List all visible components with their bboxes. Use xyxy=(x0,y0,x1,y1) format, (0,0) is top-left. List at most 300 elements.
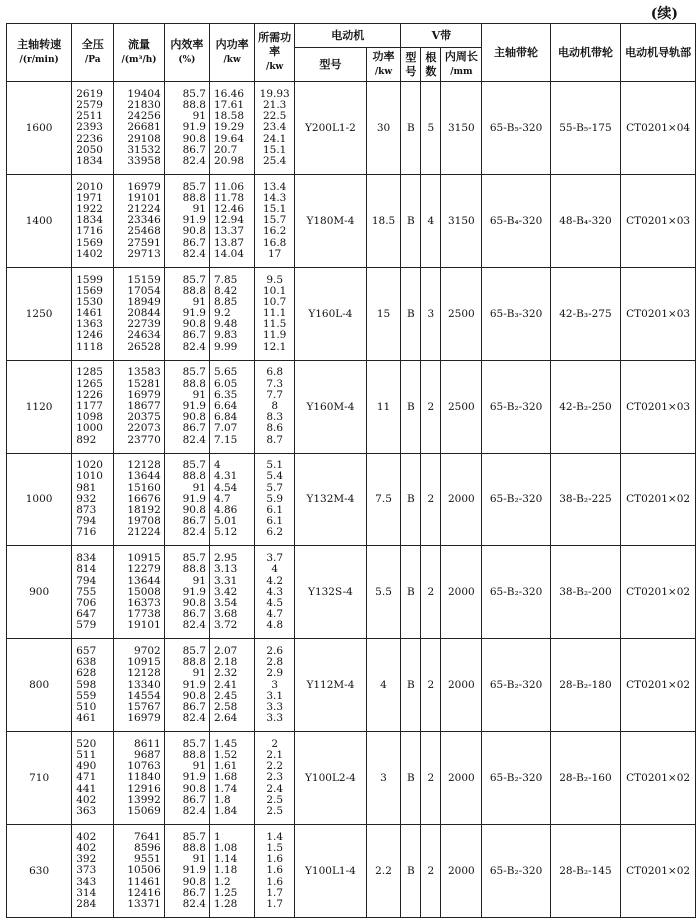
required-power-cell-value: 1.4 xyxy=(266,830,284,843)
internal-power-cell xyxy=(209,825,254,918)
internal-power-cell xyxy=(209,174,254,267)
internal-power-cell-value: 1.74 xyxy=(213,782,238,795)
required-power-cell-value: 11.9 xyxy=(262,329,287,342)
efficiency-cell-value: 91 xyxy=(192,667,206,680)
required-power-cell-value: 17 xyxy=(267,247,282,260)
pressure-cell-value: 461 xyxy=(76,712,97,725)
motor-rail-cell: CT0201×03 xyxy=(621,267,696,360)
header-motor-rail: 电动机导轨部 xyxy=(621,24,696,82)
required-power-cell-value: 1.7 xyxy=(266,897,284,910)
pressure-cell-value: 1010 xyxy=(76,470,103,483)
internal-power-cell-value: 2.58 xyxy=(213,700,238,713)
efficiency-cell-value: 85.7 xyxy=(182,552,206,565)
internal-power-cell-value: 6.05 xyxy=(213,377,238,390)
spindle-pulley-cell: 65-B₂-320 xyxy=(482,732,550,825)
speed-group-row xyxy=(7,267,696,360)
efficiency-cell-value: 88.8 xyxy=(182,284,206,297)
internal-power-cell-value: 2.64 xyxy=(213,712,238,725)
efficiency-cell xyxy=(164,639,209,732)
pressure-cell-value: 1922 xyxy=(76,203,103,216)
internal-power-cell xyxy=(209,453,254,546)
efficiency-cell-value: 90.8 xyxy=(182,875,206,888)
flow-cell-value: 15281 xyxy=(127,377,161,390)
flow-cell-value: 23346 xyxy=(127,214,161,227)
pressure-cell-value: 284 xyxy=(76,897,97,910)
efficiency-cell-value: 90.8 xyxy=(182,689,206,702)
efficiency-cell-value: 82.4 xyxy=(182,154,206,167)
motor-pulley-cell: 28-B₂-145 xyxy=(550,825,620,918)
header-required-power: 所需功率 /kw xyxy=(255,24,295,82)
motor-pulley-cell: 38-B₂-200 xyxy=(550,546,620,639)
vbelt-type-cell: B xyxy=(401,825,421,918)
internal-power-cell xyxy=(209,639,254,732)
internal-power-cell-value: 5.65 xyxy=(213,366,238,379)
speed-cell: 630 xyxy=(7,825,72,918)
efficiency-cell xyxy=(164,174,209,267)
pressure-cell-value: 647 xyxy=(76,608,97,621)
pressure-cell-value: 1177 xyxy=(76,399,103,412)
required-power-cell-value: 8.3 xyxy=(266,411,284,424)
flow-cell-value: 13992 xyxy=(127,793,161,806)
speed-group-row xyxy=(7,360,696,453)
pressure-cell-value: 657 xyxy=(76,645,97,658)
flow-cell-value: 21224 xyxy=(127,526,161,539)
flow-cell xyxy=(114,453,164,546)
flow-cell-value: 9702 xyxy=(134,645,161,658)
pressure-cell-value: 1020 xyxy=(76,459,103,472)
required-power-cell-value: 2.9 xyxy=(266,667,284,680)
spindle-pulley-cell: 65-B₂-320 xyxy=(482,453,550,546)
required-power-cell-value: 2.1 xyxy=(266,749,284,762)
pressure-cell-value: 873 xyxy=(76,504,97,517)
flow-cell xyxy=(114,82,164,175)
required-power-cell xyxy=(255,174,295,267)
vbelt-count-cell: 2 xyxy=(421,639,441,732)
flow-cell-value: 26528 xyxy=(127,340,161,353)
flow-cell-value: 19404 xyxy=(127,87,161,100)
header-internal-power: 内功率 /kw xyxy=(209,24,254,82)
flow-cell-value: 16676 xyxy=(127,492,161,505)
vbelt-count-cell: 2 xyxy=(421,732,441,825)
flow-cell-value: 17054 xyxy=(127,284,161,297)
pressure-cell-value: 559 xyxy=(76,689,97,702)
motor-power-cell: 3 xyxy=(366,732,401,825)
flow-cell-value: 7641 xyxy=(134,830,161,843)
pressure-cell-value: 598 xyxy=(76,678,97,691)
header-pressure: 全压 /Pa xyxy=(72,24,114,82)
efficiency-cell-value: 85.7 xyxy=(182,180,206,193)
vbelt-count-cell: 2 xyxy=(421,825,441,918)
efficiency-cell-value: 85.7 xyxy=(182,273,206,286)
efficiency-cell-value: 86.7 xyxy=(182,515,206,528)
motor-rail-cell: CT0201×03 xyxy=(621,174,696,267)
efficiency-cell-value: 86.7 xyxy=(182,422,206,435)
required-power-cell-value: 14.3 xyxy=(262,191,287,204)
internal-power-cell-value: 8.85 xyxy=(213,295,238,308)
internal-power-cell xyxy=(209,546,254,639)
flow-cell-value: 14554 xyxy=(127,689,161,702)
pressure-cell xyxy=(72,825,114,918)
pressure-cell xyxy=(72,546,114,639)
pressure-cell-value: 1265 xyxy=(76,377,103,390)
vbelt-length-cell: 2000 xyxy=(441,546,482,639)
header-speed: 主轴转速 /(r/min) xyxy=(7,24,72,82)
efficiency-cell-value: 91.9 xyxy=(182,585,206,598)
required-power-cell-value: 4.5 xyxy=(266,596,284,609)
motor-power-cell: 30 xyxy=(366,82,401,175)
required-power-cell-value: 5.4 xyxy=(266,470,284,483)
speed-group-row xyxy=(7,732,696,825)
flow-cell-value: 17738 xyxy=(127,608,161,621)
spindle-pulley-cell: 65-B₃-320 xyxy=(482,267,550,360)
pressure-cell-value: 520 xyxy=(76,737,97,750)
vbelt-type-cell: B xyxy=(401,732,421,825)
flow-cell-value: 10915 xyxy=(127,552,161,565)
motor-rail-cell: CT0201×04 xyxy=(621,82,696,175)
motor-pulley-cell: 28-B₂-180 xyxy=(550,639,620,732)
pressure-cell-value: 1461 xyxy=(76,307,103,320)
required-power-cell-value: 7.7 xyxy=(266,388,284,401)
required-power-cell xyxy=(255,267,295,360)
flow-cell-value: 15069 xyxy=(127,805,161,818)
efficiency-cell-value: 82.4 xyxy=(182,247,206,260)
efficiency-cell-value: 91 xyxy=(192,481,206,494)
required-power-cell-value: 3.7 xyxy=(266,552,284,565)
vbelt-type-cell: B xyxy=(401,546,421,639)
vbelt-count-cell: 3 xyxy=(421,267,441,360)
motor-pulley-cell: 48-B₄-320 xyxy=(550,174,620,267)
internal-power-cell-value: 2.07 xyxy=(213,645,238,658)
efficiency-cell-value: 91 xyxy=(192,574,206,587)
efficiency-cell-value: 90.8 xyxy=(182,225,206,238)
flow-cell-value: 13340 xyxy=(127,678,161,691)
motor-model-cell: Y200L1-2 xyxy=(295,82,367,175)
required-power-cell-value: 2.6 xyxy=(266,645,284,658)
vbelt-type-cell: B xyxy=(401,639,421,732)
pressure-cell-value: 579 xyxy=(76,619,97,632)
pressure-cell-value: 314 xyxy=(76,886,97,899)
pressure-cell-value: 490 xyxy=(76,760,97,773)
efficiency-cell-value: 85.7 xyxy=(182,366,206,379)
efficiency-cell-value: 88.8 xyxy=(182,377,206,390)
required-power-cell-value: 1.6 xyxy=(266,864,284,877)
vbelt-count-cell: 2 xyxy=(421,453,441,546)
motor-rail-cell: CT0201×03 xyxy=(621,360,696,453)
pressure-cell-value: 1226 xyxy=(76,388,103,401)
efficiency-cell-value: 88.8 xyxy=(182,191,206,204)
flow-cell-value: 33958 xyxy=(127,154,161,167)
internal-power-cell-value: 1.14 xyxy=(213,853,238,866)
required-power-cell xyxy=(255,453,295,546)
internal-power-cell-value: 5.01 xyxy=(213,515,238,528)
internal-power-cell-value: 1.61 xyxy=(213,760,238,773)
internal-power-cell-value: 1.68 xyxy=(213,771,238,784)
vbelt-type-cell: B xyxy=(401,174,421,267)
motor-power-cell: 2.2 xyxy=(366,825,401,918)
internal-power-cell-value: 6.35 xyxy=(213,388,238,401)
internal-power-cell-value: 9.48 xyxy=(213,318,238,331)
efficiency-cell xyxy=(164,546,209,639)
flow-cell-value: 29713 xyxy=(127,247,161,260)
motor-pulley-cell: 28-B₂-160 xyxy=(550,732,620,825)
table-header xyxy=(7,24,696,82)
pressure-cell xyxy=(72,360,114,453)
pressure-cell-value: 2050 xyxy=(76,143,103,156)
efficiency-cell-value: 88.8 xyxy=(182,470,206,483)
internal-power-cell xyxy=(209,267,254,360)
efficiency-cell-value: 91.9 xyxy=(182,492,206,505)
motor-power-cell: 18.5 xyxy=(366,174,401,267)
required-power-cell-value: 1.6 xyxy=(266,875,284,888)
pressure-cell-value: 981 xyxy=(76,481,97,494)
motor-power-cell: 15 xyxy=(366,267,401,360)
required-power-cell-value: 8.6 xyxy=(266,422,284,435)
motor-model-cell: Y132S-4 xyxy=(295,546,367,639)
internal-power-cell-value: 18.58 xyxy=(213,110,245,123)
internal-power-cell-value: 9.99 xyxy=(213,340,238,353)
header-flow: 流量 /(m³/h) xyxy=(114,24,164,82)
vbelt-count-cell: 2 xyxy=(421,360,441,453)
header-motor-model: 型号 xyxy=(295,48,367,82)
efficiency-cell-value: 91 xyxy=(192,760,206,773)
flow-cell-value: 19101 xyxy=(127,191,161,204)
pressure-cell-value: 814 xyxy=(76,563,97,576)
pressure-cell xyxy=(72,453,114,546)
required-power-cell-value: 2.5 xyxy=(266,793,284,806)
efficiency-cell-value: 91.9 xyxy=(182,678,206,691)
required-power-cell-value: 2.4 xyxy=(266,782,284,795)
pressure-cell xyxy=(72,732,114,825)
vbelt-type-cell: B xyxy=(401,360,421,453)
internal-power-cell-value: 14.04 xyxy=(213,247,245,260)
pressure-cell-value: 441 xyxy=(76,782,97,795)
internal-power-cell xyxy=(209,82,254,175)
flow-cell-value: 16373 xyxy=(127,596,161,609)
pressure-cell-value: 1569 xyxy=(76,236,103,249)
required-power-cell-value: 21.3 xyxy=(262,98,287,111)
efficiency-cell-value: 91 xyxy=(192,110,206,123)
internal-power-cell-value: 4.86 xyxy=(213,504,238,517)
required-power-cell-value: 7.3 xyxy=(266,377,284,390)
flow-cell-value: 23770 xyxy=(127,433,161,446)
internal-power-cell-value: 7.15 xyxy=(213,433,238,446)
efficiency-cell-value: 88.8 xyxy=(182,656,206,669)
efficiency-cell-value: 90.8 xyxy=(182,504,206,517)
efficiency-cell xyxy=(164,360,209,453)
required-power-cell-value: 4.2 xyxy=(266,574,284,587)
motor-model-cell: Y160L-4 xyxy=(295,267,367,360)
pressure-cell-value: 638 xyxy=(76,656,97,669)
efficiency-cell-value: 91 xyxy=(192,295,206,308)
pressure-cell-value: 2393 xyxy=(76,121,103,134)
required-power-cell-value: 11.5 xyxy=(262,318,287,331)
flow-cell-value: 16979 xyxy=(127,388,161,401)
internal-power-cell-value: 4.54 xyxy=(213,481,238,494)
efficiency-cell-value: 91.9 xyxy=(182,399,206,412)
internal-power-cell-value: 2.32 xyxy=(213,667,238,680)
internal-power-cell-value: 1.08 xyxy=(213,842,238,855)
efficiency-cell xyxy=(164,267,209,360)
required-power-cell-value: 6.2 xyxy=(266,526,284,539)
flow-cell-value: 9551 xyxy=(134,853,161,866)
flow-cell-value: 21830 xyxy=(127,98,161,111)
motor-rail-cell: CT0201×02 xyxy=(621,639,696,732)
pressure-cell-value: 1834 xyxy=(76,214,103,227)
efficiency-cell xyxy=(164,82,209,175)
internal-power-cell-value: 11.06 xyxy=(213,180,245,193)
speed-cell: 900 xyxy=(7,546,72,639)
internal-power-cell-value: 4.7 xyxy=(213,492,231,505)
flow-cell-value: 20844 xyxy=(127,307,161,320)
internal-power-cell xyxy=(209,732,254,825)
motor-power-cell: 11 xyxy=(366,360,401,453)
speed-cell: 1250 xyxy=(7,267,72,360)
efficiency-cell-value: 91 xyxy=(192,388,206,401)
internal-power-cell-value: 2.41 xyxy=(213,678,238,691)
internal-power-cell-value: 2.95 xyxy=(213,552,238,565)
internal-power-cell-value: 6.64 xyxy=(213,399,238,412)
internal-power-cell-value: 1.8 xyxy=(213,793,231,806)
efficiency-cell-value: 91 xyxy=(192,203,206,216)
required-power-cell-value: 2 xyxy=(271,737,279,750)
internal-power-cell-value: 1.18 xyxy=(213,864,238,877)
vbelt-type-cell: B xyxy=(401,267,421,360)
required-power-cell-value: 15.1 xyxy=(262,203,287,216)
required-power-cell xyxy=(255,732,295,825)
efficiency-cell-value: 86.7 xyxy=(182,700,206,713)
efficiency-cell-value: 86.7 xyxy=(182,886,206,899)
flow-cell-value: 13644 xyxy=(127,470,161,483)
flow-cell-value: 20375 xyxy=(127,411,161,424)
required-power-cell-value: 4.8 xyxy=(266,619,284,632)
flow-cell-value: 13371 xyxy=(127,897,161,910)
motor-model-cell: Y132M-4 xyxy=(295,453,367,546)
vbelt-length-cell: 2500 xyxy=(441,267,482,360)
efficiency-cell-value: 88.8 xyxy=(182,749,206,762)
pressure-cell-value: 510 xyxy=(76,700,97,713)
internal-power-cell-value: 6.84 xyxy=(213,411,238,424)
flow-cell-value: 19101 xyxy=(127,619,161,632)
efficiency-cell-value: 85.7 xyxy=(182,737,206,750)
pressure-cell-value: 755 xyxy=(76,585,97,598)
internal-power-cell-value: 1 xyxy=(213,830,221,843)
required-power-cell-value: 4.3 xyxy=(266,585,284,598)
flow-cell-value: 11461 xyxy=(127,875,161,888)
efficiency-cell-value: 91.9 xyxy=(182,214,206,227)
motor-model-cell: Y180M-4 xyxy=(295,174,367,267)
header-vbelt: V带 xyxy=(401,24,482,48)
pressure-cell-value: 471 xyxy=(76,771,97,784)
efficiency-cell-value: 91.9 xyxy=(182,771,206,784)
flow-cell xyxy=(114,732,164,825)
internal-power-cell-value: 1.28 xyxy=(213,897,238,910)
flow-cell-value: 10915 xyxy=(127,656,161,669)
required-power-cell-value: 1.5 xyxy=(266,842,284,855)
required-power-cell-value: 11.1 xyxy=(262,307,287,320)
flow-cell-value: 15160 xyxy=(127,481,161,494)
internal-power-cell xyxy=(209,360,254,453)
pressure-cell-value: 1246 xyxy=(76,329,103,342)
efficiency-cell-value: 85.7 xyxy=(182,87,206,100)
pressure-cell-value: 343 xyxy=(76,875,97,888)
pressure-cell-value: 794 xyxy=(76,515,97,528)
flow-cell-value: 12916 xyxy=(127,782,161,795)
internal-power-cell-value: 17.61 xyxy=(213,98,245,111)
flow-cell-value: 29108 xyxy=(127,132,161,145)
vbelt-length-cell: 2000 xyxy=(441,825,482,918)
internal-power-cell-value: 16.46 xyxy=(213,87,245,100)
pressure-cell-value: 373 xyxy=(76,864,97,877)
speed-cell: 1000 xyxy=(7,453,72,546)
efficiency-cell xyxy=(164,825,209,918)
flow-cell-value: 11840 xyxy=(127,771,161,784)
internal-power-cell-value: 19.64 xyxy=(213,132,245,145)
motor-model-cell: Y100L2-4 xyxy=(295,732,367,825)
internal-power-cell-value: 4 xyxy=(213,459,221,472)
flow-cell-value: 18677 xyxy=(127,399,161,412)
flow-cell xyxy=(114,639,164,732)
spindle-pulley-cell: 65-B₂-320 xyxy=(482,546,550,639)
spindle-pulley-cell: 65-B₂-320 xyxy=(482,360,550,453)
required-power-cell-value: 2.8 xyxy=(266,656,284,669)
efficiency-cell-value: 88.8 xyxy=(182,98,206,111)
internal-power-cell-value: 1.25 xyxy=(213,886,238,899)
internal-power-cell-value: 5.12 xyxy=(213,526,238,539)
flow-cell-value: 15767 xyxy=(127,700,161,713)
pressure-cell-value: 402 xyxy=(76,830,97,843)
pressure-cell-value: 402 xyxy=(76,842,97,855)
pressure-cell-value: 1530 xyxy=(76,295,103,308)
motor-pulley-cell: 38-B₂-225 xyxy=(550,453,620,546)
motor-pulley-cell: 42-B₃-275 xyxy=(550,267,620,360)
internal-power-cell-value: 2.18 xyxy=(213,656,238,669)
required-power-cell-value: 3.1 xyxy=(266,689,284,702)
speed-group-row xyxy=(7,453,696,546)
efficiency-cell-value: 85.7 xyxy=(182,645,206,658)
internal-power-cell-value: 9.83 xyxy=(213,329,238,342)
internal-power-cell-value: 12.46 xyxy=(213,203,245,216)
efficiency-cell-value: 91.9 xyxy=(182,121,206,134)
required-power-cell-value: 8 xyxy=(271,399,279,412)
required-power-cell-value: 3.3 xyxy=(266,700,284,713)
efficiency-cell-value: 82.4 xyxy=(182,526,206,539)
internal-power-cell-value: 3.68 xyxy=(213,608,238,621)
pressure-cell-value: 2511 xyxy=(76,110,103,123)
flow-cell-value: 10763 xyxy=(127,760,161,773)
flow-cell-value: 24256 xyxy=(127,110,161,123)
header-vbelt-count: 根数 xyxy=(421,48,441,82)
internal-power-cell-value: 19.29 xyxy=(213,121,245,134)
internal-power-cell-value: 1.52 xyxy=(213,749,238,762)
efficiency-cell-value: 86.7 xyxy=(182,143,206,156)
motor-model-cell: Y160M-4 xyxy=(295,360,367,453)
pressure-cell-value: 1599 xyxy=(76,273,103,286)
speed-group-row xyxy=(7,174,696,267)
pressure-cell-value: 392 xyxy=(76,853,97,866)
internal-power-cell-value: 13.87 xyxy=(213,236,245,249)
flow-cell xyxy=(114,174,164,267)
required-power-cell-value: 13.4 xyxy=(262,180,287,193)
pressure-cell xyxy=(72,82,114,175)
efficiency-cell-value: 82.4 xyxy=(182,712,206,725)
motor-rail-cell: CT0201×02 xyxy=(621,825,696,918)
spindle-pulley-cell: 65-B₂-320 xyxy=(482,825,550,918)
flow-cell-value: 25468 xyxy=(127,225,161,238)
required-power-cell-value: 1.6 xyxy=(266,853,284,866)
vbelt-length-cell: 3150 xyxy=(441,174,482,267)
motor-model-cell: Y112M-4 xyxy=(295,639,367,732)
required-power-cell-value: 6.1 xyxy=(266,515,284,528)
